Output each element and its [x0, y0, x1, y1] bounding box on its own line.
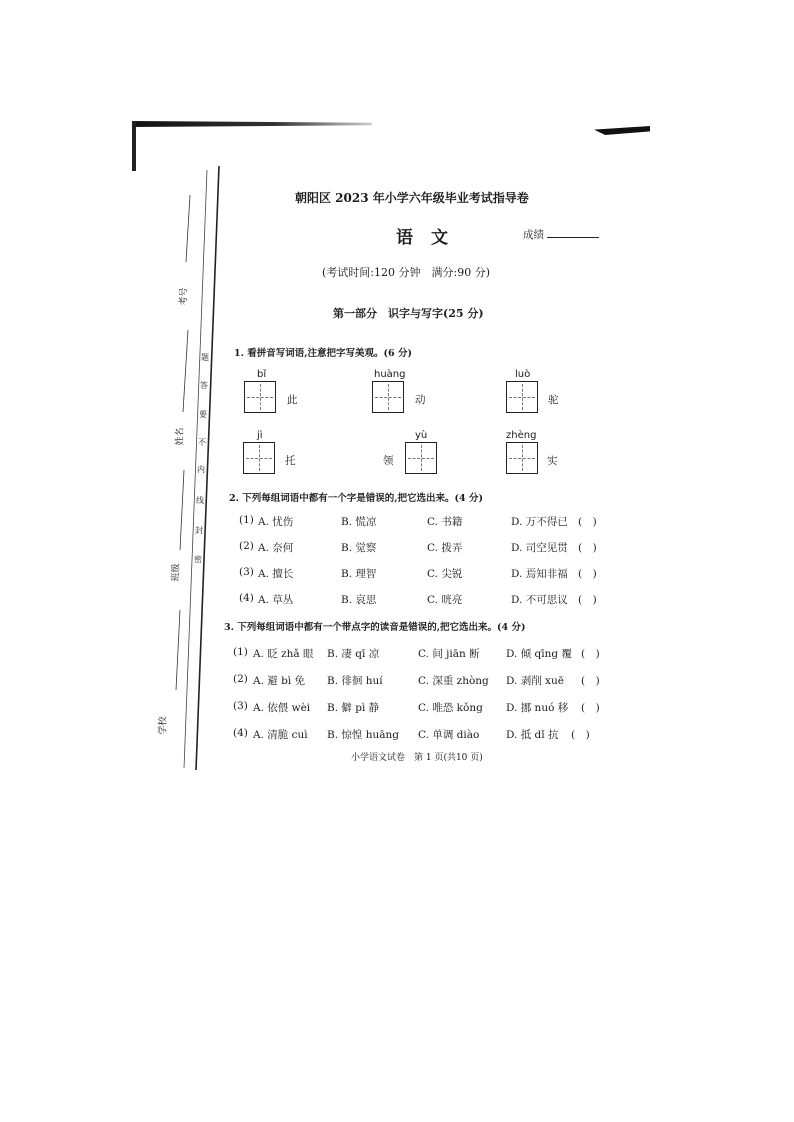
option-c[interactable]: C. 单调 diào [418, 729, 480, 741]
option-a[interactable]: A. 清脆 cuì [253, 729, 308, 741]
option-d[interactable]: D. 抵 dǐ 抗 [506, 729, 559, 741]
class-label: 班级 [171, 563, 182, 582]
pinyin: jì [257, 430, 263, 441]
row-number: (1) [233, 646, 248, 658]
option-a[interactable]: A. 眨 zhǎ 眼 [253, 648, 314, 660]
answer-blank[interactable]: ( ) [581, 648, 600, 660]
option-c[interactable]: C. 尖锐 [427, 568, 463, 580]
writing-box[interactable] [506, 381, 538, 413]
row-number: (2) [233, 673, 248, 685]
option-d[interactable]: D. 剥削 xuē [506, 675, 564, 687]
option-b[interactable]: B. 慌凉 [341, 516, 377, 528]
q3-title: 3. 下列每组词语中都有一个带点字的读音是错误的,把它选出来。(4 分) [224, 622, 526, 633]
seal-char: 封 [195, 526, 203, 535]
seal-char: 密 [194, 555, 202, 564]
option-d[interactable]: D. 倾 qīng 覆 [506, 648, 572, 660]
seal-char: 题 [201, 353, 209, 362]
seal-char: 要 [199, 410, 207, 419]
seal-char: 线 [196, 496, 204, 505]
answer-blank[interactable]: ( ) [578, 594, 597, 606]
pinyin: luò [515, 369, 531, 380]
pinyin: yù [415, 430, 428, 441]
score-field [523, 227, 599, 242]
option-b[interactable]: B. 凄 qī 凉 [327, 648, 380, 660]
writing-box[interactable] [243, 442, 275, 474]
option-c[interactable]: C. 唯恐 kǒng [418, 702, 483, 714]
option-c[interactable]: C. 间 jiān 断 [418, 648, 480, 660]
q2-title: 2. 下列每组词语中都有一个字是错误的,把它选出来。(4 分) [229, 493, 483, 504]
score-blank[interactable] [547, 227, 599, 238]
option-b[interactable]: B. 觉察 [341, 542, 377, 554]
option-b[interactable]: B. 僻 pì 静 [327, 702, 380, 714]
option-d[interactable]: D. 不可思议 [511, 594, 568, 606]
writing-box[interactable] [372, 381, 404, 413]
word-char: 实 [547, 455, 558, 467]
name-label: 姓名 [175, 427, 186, 446]
option-c[interactable]: C. 深重 zhòng [418, 675, 489, 687]
option-c[interactable]: C. 拨弄 [427, 542, 463, 554]
option-a[interactable]: A. 依偎 wèi [253, 702, 311, 714]
writing-box[interactable] [405, 442, 437, 474]
option-b[interactable]: B. 理智 [341, 568, 377, 580]
option-c[interactable]: C. 咣亮 [427, 594, 463, 606]
row-number: (2) [239, 540, 254, 552]
school-label: 学校 [158, 716, 169, 735]
writing-box[interactable] [506, 442, 538, 474]
option-a[interactable]: A. 草丛 [258, 594, 294, 606]
writing-box[interactable] [244, 381, 276, 413]
word-char: 驼 [548, 394, 559, 406]
exam-title: 朝阳区 2023 年小学六年级毕业考试指导卷 [295, 191, 529, 205]
option-d[interactable]: D. 焉知非福 [511, 568, 568, 580]
row-number: (1) [239, 514, 254, 526]
word-char: 此 [287, 394, 298, 406]
word-char: 动 [415, 394, 426, 406]
option-b[interactable]: B. 哀思 [341, 594, 377, 606]
seal-char: 不 [198, 438, 206, 447]
option-b[interactable]: B. 惊惶 huāng [327, 729, 399, 741]
answer-blank[interactable]: ( ) [581, 675, 600, 687]
answer-blank[interactable]: ( ) [571, 729, 590, 741]
option-d[interactable]: D. 万不得已 [511, 516, 568, 528]
pinyin: huàng [374, 369, 406, 380]
row-number: (3) [239, 566, 254, 578]
pinyin: zhèng [506, 430, 537, 441]
pinyin: bǐ [257, 369, 267, 380]
option-a[interactable]: A. 避 bì 免 [253, 675, 306, 687]
option-b[interactable]: B. 徘徊 huí [327, 675, 383, 687]
answer-blank[interactable]: ( ) [578, 568, 597, 580]
row-number: (4) [239, 592, 254, 604]
row-number: (3) [233, 700, 248, 712]
answer-blank[interactable]: ( ) [578, 542, 597, 554]
option-c[interactable]: C. 书籍 [427, 516, 463, 528]
subject-title: 语文 [396, 228, 466, 248]
option-a[interactable]: A. 擅长 [258, 568, 294, 580]
seal-char: 内 [197, 465, 205, 474]
option-a[interactable]: A. 奈何 [258, 542, 294, 554]
exam-number-label: 考号 [179, 287, 190, 306]
score-label: 成绩 [523, 229, 544, 241]
page-footer: 小学语文试卷 第 1 页(共10 页) [351, 753, 483, 763]
answer-blank[interactable]: ( ) [578, 516, 597, 528]
seal-char: 答 [200, 381, 208, 390]
option-d[interactable]: D. 挪 nuó 移 [506, 702, 569, 714]
option-d[interactable]: D. 司空见贯 [511, 542, 568, 554]
exam-info: (考试时间:120 分钟 满分:90 分) [322, 266, 490, 279]
option-a[interactable]: A. 忧伤 [258, 516, 294, 528]
row-number: (4) [233, 727, 248, 739]
answer-blank[interactable]: ( ) [581, 702, 600, 714]
q1-title: 1. 看拼音写词语,注意把字写美观。(6 分) [234, 348, 412, 359]
word-char: 托 [285, 455, 296, 467]
part1-heading: 第一部分 识字与写字(25 分) [333, 307, 484, 320]
word-char: 领 [383, 455, 394, 467]
